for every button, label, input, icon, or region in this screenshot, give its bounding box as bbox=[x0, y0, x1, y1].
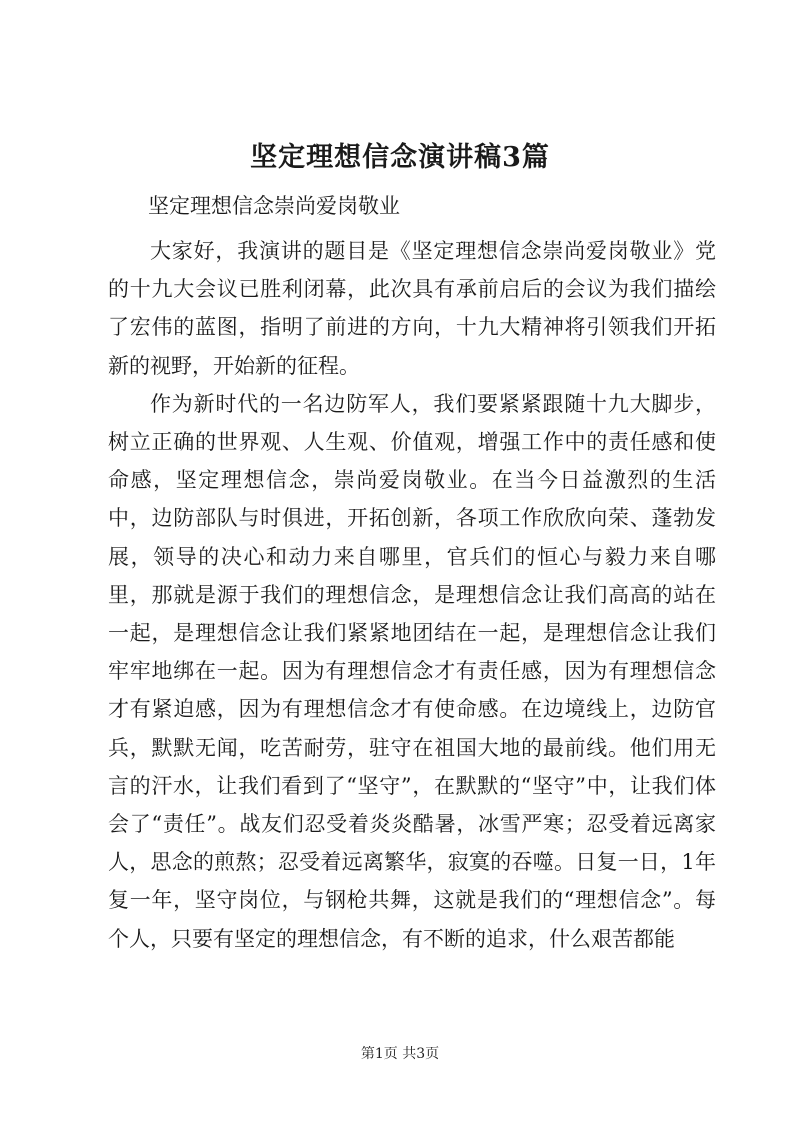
paragraph-2: 作为新时代的一名边防军人，我们要紧紧跟随十九大脚步，树立正确的世界观、人生观、价值观，增强工作中的责任感和使命感，坚定理想信念，崇尚爱岗敬业。在当今日益激烈的生活中，边防部队与时俱进，开拓创新，各项工作欣欣向荣、蓬勃发展，领导的决心和动力来自哪里，官兵们的恒心与毅力来自哪里，那就是源于我们的理想信念，是理想信念让我们高高的站在一起，是理想信念让我们紧紧地团结在一起，是理想信念让我们牢牢地绑在一起。因为有理想信念才有责任感，因为有理想信念才有紧迫感，因为有理想信念才有使命感。在边境线上，边防官兵，默默无闻，吃苦耐劳，驻守在祖国大地的最前线。他们用无言的汗水，让我们看到了“坚守”，在默默的“坚守”中，让我们体会了“责任”。战友们忍受着炎炎酷暑，冰雪严寒；忍受着远离家人，思念的煎熬；忍受着远离繁华，寂寞的吞噬。日复一日，1年复一年，坚守岗位，与钢枪共舞，这就是我们的“理想信念”。每个人，只要有坚定的理想信念，有不断的追求，什么艰苦都能 bbox=[108, 391, 716, 951]
document-subtitle: 坚定理想信念崇尚爱岗敬业 bbox=[148, 194, 400, 218]
page-number-footer: 第1页 共3页 bbox=[360, 1046, 440, 1062]
document-body bbox=[108, 232, 716, 958]
document-title: 坚定理想信念演讲稿3篇 bbox=[250, 142, 550, 173]
paragraph-1: 大家好，我演讲的题目是《坚定理想信念崇尚爱岗敬业》党的十九大会议已胜利闭幕，此次具有承前启后的会议为我们描绘了宏伟的蓝图，指明了前进的方向，十九大精神将引领我们开拓新的视野，开始新的征程。 bbox=[108, 239, 716, 378]
